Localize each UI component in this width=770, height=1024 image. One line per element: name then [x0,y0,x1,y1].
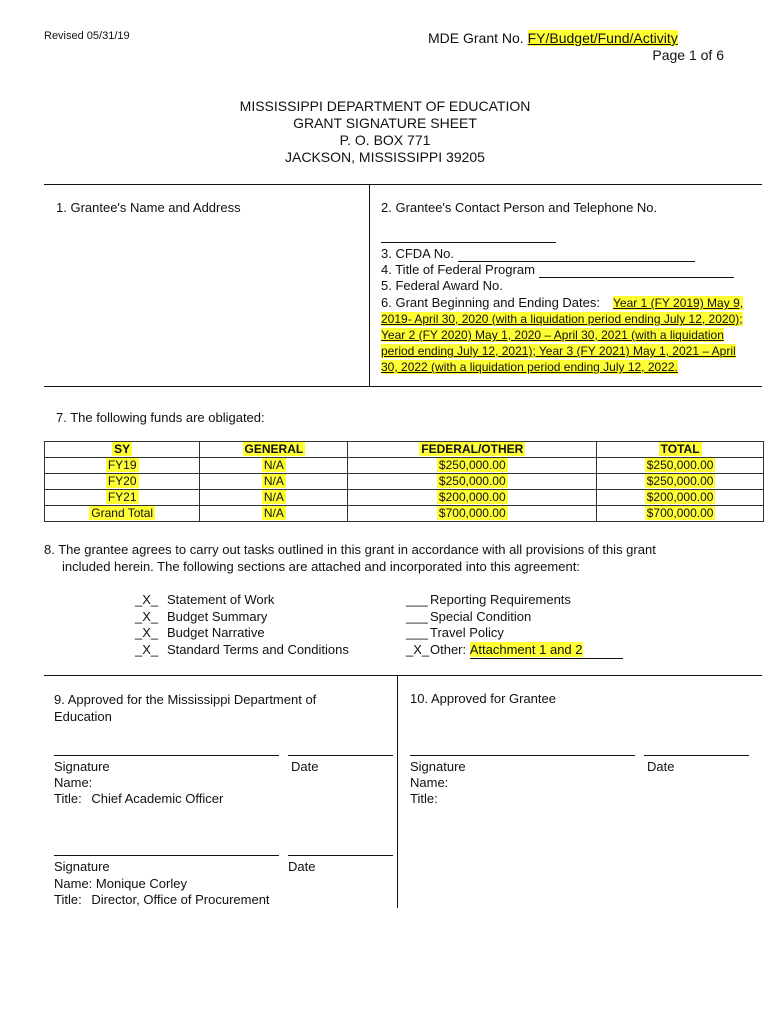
mde-name-2: Name: Monique Corley [54,876,187,891]
list-item-label: Statement of Work [167,592,275,607]
mde-signature-1-label: Signature [54,759,110,774]
mde-name-1-label: Name: [54,775,93,790]
grant-dates-line: Year 1 (FY 2019) May 9, [613,296,744,310]
cell-total: $250,000.00 [597,474,764,490]
list-item-label: Standard Terms and Conditions [167,641,349,657]
contact-person-label: 2. Grantee's Contact Person and Telephone No. [381,200,658,215]
grantee-name-address-label: 1. Grantee's Name and Address [56,200,241,215]
mde-signature-1-line[interactable] [54,755,279,756]
checkbox-mark[interactable]: ___ [406,592,428,607]
mde-approval-line-1: 9. Approved for the Mississippi Department of [54,692,317,707]
mde-title-2-label: Title: [54,892,82,907]
grantee-date-label: Date [647,759,675,774]
checkbox-mark[interactable]: _X_ [135,592,159,607]
list-item[interactable] [406,642,623,660]
federal-program-label: 4. Title of Federal Program [381,262,535,277]
attachments-left-list [135,592,349,658]
checkbox-mark[interactable]: _X_ [135,641,159,657]
col-header-sy: SY [45,442,200,458]
federal-program-input[interactable] [539,262,734,278]
contact-person-line[interactable] [381,242,556,243]
divider-after-6 [44,386,762,387]
table-row [45,458,764,474]
title-line-4: JACKSON, MISSISSIPPI 39205 [285,149,485,165]
list-item-label: Reporting Requirements [430,592,571,607]
federal-program-field [381,262,734,278]
divider-vertical-1-2 [369,184,370,386]
grant-dates-line: 2019- April 30, 2020 (with a liquidation period ending July 12, 2020); [381,312,743,326]
mde-approval-label [54,691,316,725]
list-item[interactable] [406,609,623,626]
revised-date: Revised 05/31/19 [44,30,130,42]
title-line-3: P. O. BOX 771 [339,132,431,148]
cell-general: N/A [200,458,348,474]
mde-approval-line-2: Education [54,709,112,724]
cell-general: N/A [200,490,348,506]
mde-signature-2-line[interactable] [54,855,279,856]
table-header-row [45,442,764,458]
document-title [0,98,770,166]
mde-title-1 [54,791,223,806]
grant-dates-line: Year 2 (FY 2020) May 1, 2020 – April 30, 2021 (with a liquidation [381,328,724,342]
list-item-label: Budget Narrative [167,625,265,640]
divider-before-9 [44,675,762,676]
list-item-label: Budget Summary [167,608,268,624]
list-item-label: Special Condition [430,608,532,624]
page-number: Page 1 of 6 [652,47,724,63]
cfda-label: 3. CFDA No. [381,246,454,261]
list-item-label: Travel Policy [430,625,504,640]
grant-number-value: FY/Budget/Fund/Activity [527,30,678,46]
cell-federal: $200,000.00 [348,490,597,506]
other-attachment-value[interactable]: Attachment 1 and 2 [470,642,623,660]
cell-sy: FY20 [45,474,200,490]
grantee-date-line[interactable] [644,755,749,756]
cell-total: $700,000.00 [597,506,764,522]
mde-title-2 [54,892,270,907]
col-header-total: TOTAL [597,442,764,458]
checkbox-mark[interactable]: ___ [406,625,428,640]
cell-general: N/A [200,474,348,490]
cfda-field [381,246,695,262]
cell-general: N/A [200,506,348,522]
mde-date-1-line[interactable] [288,755,393,756]
title-line-1: MISSISSIPPI DEPARTMENT OF EDUCATION [239,98,531,114]
list-item[interactable] [135,642,349,659]
agreement-line-1: 8. The grantee agrees to carry out tasks outlined in this grant in accordance with all provisions of this grant [44,542,656,557]
funds-obligated-label: 7. The following funds are obligated: [56,410,265,425]
table-row [45,490,764,506]
federal-award-label: 5. Federal Award No. [381,278,503,293]
grant-number [428,30,678,46]
mde-title-1-label: Title: [54,791,82,806]
list-item-label: Other: [430,641,467,657]
cell-total: $250,000.00 [597,458,764,474]
col-header-general: GENERAL [200,442,348,458]
cell-federal: $250,000.00 [348,474,597,490]
grant-number-label: MDE Grant No. [428,30,524,46]
cell-federal: $250,000.00 [348,458,597,474]
mde-signature-2-label: Signature [54,859,110,874]
funds-table [44,441,764,522]
grantee-approval-label: 10. Approved for Grantee [410,691,556,706]
grant-dates-line: period ending July 12, 2021); Year 3 (FY 2021) May 1, 2021 – April [381,344,736,358]
mde-date-1-label: Date [291,759,319,774]
grant-dates-line: 30, 2022 (with a liquidation period ending July 12, 2022. [381,360,678,374]
table-row [45,506,764,522]
mde-date-2-label: Date [288,859,316,874]
checkbox-mark[interactable]: _X_ [406,641,430,657]
divider-top [44,184,762,185]
checkbox-mark[interactable]: ___ [406,608,428,624]
list-item[interactable] [406,625,623,642]
attachments-right-list [406,592,623,659]
grantee-signature-line[interactable] [410,755,635,756]
cell-sy: FY21 [45,490,200,506]
cell-total: $200,000.00 [597,490,764,506]
list-item[interactable] [135,592,349,609]
cfda-input[interactable] [458,246,695,262]
checkbox-mark[interactable]: _X_ [135,625,159,640]
grant-dates-label: 6. Grant Beginning and Ending Dates: [381,295,600,310]
table-row [45,474,764,490]
list-item[interactable] [135,609,349,626]
cell-federal: $700,000.00 [348,506,597,522]
divider-vertical-9-10 [397,675,398,908]
grantee-signature-label: Signature [410,759,466,774]
mde-date-2-line[interactable] [288,855,393,856]
checkbox-mark[interactable]: _X_ [135,608,159,624]
title-line-2: GRANT SIGNATURE SHEET [293,115,477,131]
agreement-line-2: included herein. The following sections are attached and incorporated into this agreement: [62,559,580,574]
mde-title-2-value: Director, Office of Procurement [91,892,270,907]
grant-dates-value [381,295,761,375]
col-header-federal: FEDERAL/OTHER [348,442,597,458]
cell-sy: FY19 [45,458,200,474]
cell-sy: Grand Total [45,506,200,522]
grantee-name-label: Name: [410,775,449,790]
list-item[interactable] [406,592,623,609]
grantee-title-label: Title: [410,791,438,806]
mde-title-1-value: Chief Academic Officer [91,791,224,806]
list-item[interactable] [135,625,349,642]
